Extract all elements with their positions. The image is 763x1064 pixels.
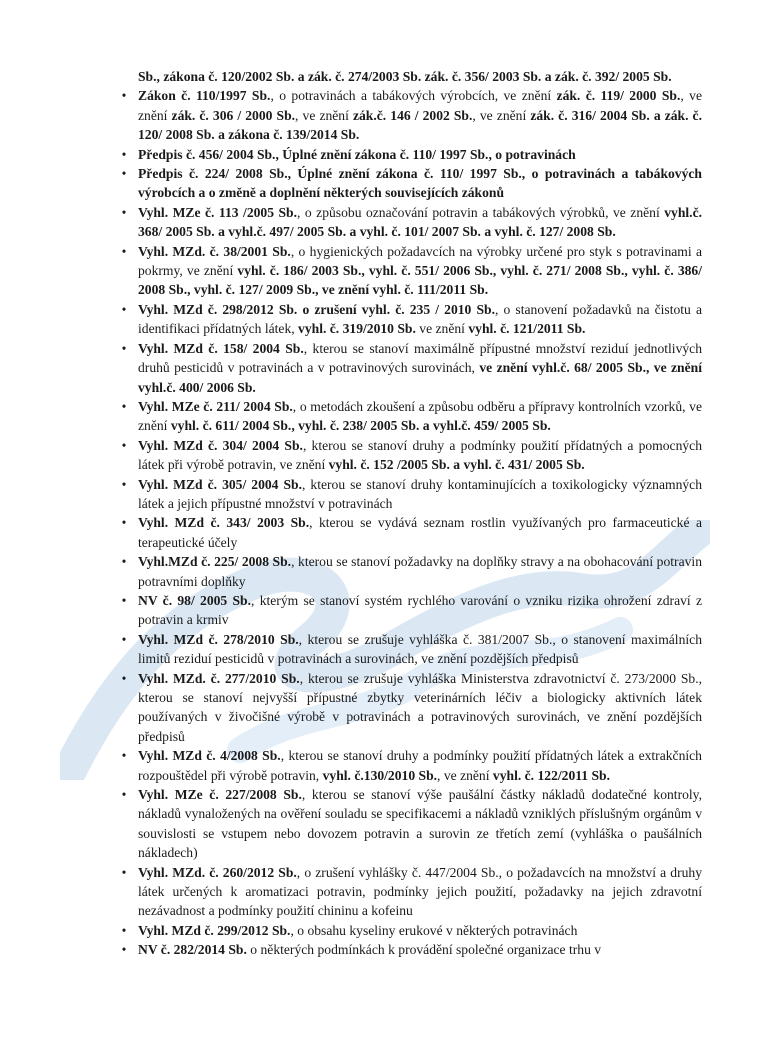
description-text: , ve znění <box>138 88 702 123</box>
bold-citation: zák.č. 146 / 2002 Sb. <box>352 107 473 123</box>
bullet-icon: • <box>121 592 127 608</box>
description-text: , kterou se zrušuje vyhláška č. 381/2007 Sb., o stanovení maximálních limitů reziduí pesticidů v potravinách a surovinách, ve znění pozdějších předpisů <box>138 631 702 667</box>
bullet-icon: • <box>121 476 127 492</box>
description-text: , o metodách zkoušení a způsobu odběru a přípravy kontrolních vzorků, ve znění <box>138 398 702 434</box>
bold-citation: vyhl. č. 152 /2005 Sb. a vyhl. č. 431/ 2005 Sb. <box>328 457 585 473</box>
list-item <box>117 86 702 144</box>
bold-citation: Vyhl. MZd č. 158/ 2004 Sb. <box>138 340 304 356</box>
bold-citation: Vyhl. MZe č. 227/2008 Sb. <box>138 787 302 803</box>
bold-citation: Vyhl. MZd č. 304/ 2004 Sb. <box>138 437 303 453</box>
list-item <box>117 203 702 242</box>
bullet-icon: • <box>121 670 127 686</box>
list-item <box>117 630 702 669</box>
bullet-icon: • <box>121 554 127 570</box>
description-text: , kterou se stanoví maximálně přípustné množství reziduí jednotlivých druhů pesticidů v potravinách a v potravinových surovinách, <box>138 340 702 376</box>
bold-citation: Vyhl. MZd č. 343/ 2003 Sb. <box>138 515 310 531</box>
description-text: , ve znění <box>472 107 531 123</box>
bold-citation: NV č. 98/ 2005 Sb. <box>138 592 252 608</box>
bold-citation: vyhl. č. 319/2010 Sb. <box>298 321 416 337</box>
bold-citation: Vyhl. MZe č. 113 /2005 Sb. <box>138 204 298 220</box>
list-item <box>117 863 702 921</box>
bullet-icon: • <box>121 340 127 356</box>
bold-citation: vyhl. č. 186/ 2003 Sb., vyhl. č. 551/ 2006 Sb., vyhl. č. 271/ 2008 Sb., vyhl. č. 386/ 2008 Sb., vyhl. č. 127/ 2009 Sb., ve znění vyhl. č. 111/2011 Sb. <box>138 263 702 298</box>
bold-citation: Vyhl. MZd. č. 277/2010 Sb. <box>138 670 300 686</box>
description-text: , o stanovení požadavků na čistotu a identifikaci přídatných látek, <box>138 301 702 337</box>
list-item <box>117 300 702 339</box>
bold-citation: vyhl.č. 368/ 2005 Sb. a vyhl.č. 497/ 2005 Sb. a vyhl. č. 101/ 2007 Sb. a vyhl. č. 127/ 2008 Sb. <box>138 204 702 240</box>
description-text: , kterou se stanoví druhy kontaminujících a toxikologicky významných látek a jejich přípustné množství v potravinách <box>138 476 702 511</box>
bullet-icon: • <box>121 864 127 880</box>
bullet-icon: • <box>121 301 127 317</box>
list-item <box>117 785 702 863</box>
law-list-section <box>117 67 702 960</box>
description-text: , ve znění <box>295 107 353 123</box>
bold-citation: vyhl. č.130/2010 Sb. <box>322 767 438 783</box>
bold-citation: Vyhl. MZd č. 4/2008 Sb. <box>138 748 281 764</box>
description-text: , o obsahu kyseliny erukové v některých potravinách <box>290 922 578 938</box>
bullet-icon: • <box>121 243 127 259</box>
bullet-icon: • <box>121 146 127 162</box>
list-item <box>117 513 702 552</box>
list-item <box>117 339 702 397</box>
description-text: , kterým se stanoví systém rychlého varování o vzniku rizika ohrožení zdraví z potravin a krmiv <box>138 592 702 628</box>
bold-citation: Vyhl. MZe č. 211/ 2004 Sb. <box>138 398 293 414</box>
list-item <box>117 940 702 959</box>
law-list <box>117 86 702 959</box>
bold-citation: zák. č. 306 / 2000 Sb. <box>171 107 296 123</box>
list-item <box>117 164 702 203</box>
description-text: , kterou se stanoví požadavky na doplňky stravy a na obohacování potravin potravními doplňky <box>138 554 702 589</box>
bold-citation: zák. č. 316/ 2004 Sb. a zák. č. 120/ 2008 Sb. a zákona č. 139/2014 Sb. <box>138 107 702 143</box>
bold-citation: Vyhl. MZd č. 299/2012 Sb. <box>138 922 291 938</box>
bold-citation: Sb., zákona č. 120/2002 Sb. a zák. č. 274/2003 Sb. zák. č. 356/ 2003 Sb. a zák. č. 392/ 2005 Sb. <box>138 69 672 84</box>
description-text: , o hygienických požadavcích na výrobky určené pro styk s potravinami a pokrmy, ve znění <box>138 243 703 279</box>
bullet-icon: • <box>121 398 127 414</box>
list-item <box>117 145 702 164</box>
description-text: , kterou se stanoví druhy a podmínky použití přídatných a pomocných látek při výrobě potravin, ve znění <box>138 437 702 473</box>
description-text: ve znění <box>415 321 469 337</box>
bold-citation: ve znění vyhl.č. 68/ 2005 Sb., ve znění vyhl.č. 400/ 2006 Sb. <box>138 360 702 395</box>
bullet-icon: • <box>121 515 127 531</box>
list-item <box>117 669 702 747</box>
list-item <box>117 552 702 591</box>
description-text: o některých podmínkách k provádění společné organizace trhu v <box>246 942 602 958</box>
description-text: , kterou se zrušuje vyhláška Ministerstva zdravotnictví č. 273/2000 Sb., kterou se stanoví nejvyšší přípustné zbytky veterinárních léčiv a biologicky aktivních látek používaných v živočišné výrobě v potravinách a potravinových surovinách, ve znění pozdějších předpisů <box>138 670 703 744</box>
bullet-icon: • <box>121 922 127 938</box>
list-item <box>117 397 702 436</box>
bold-citation: Vyhl. MZd č. 298/2012 Sb. o zrušení vyhl. č. 235 / 2010 Sb. <box>138 301 495 317</box>
bullet-icon: • <box>121 437 127 453</box>
bold-citation: vyhl. č. 122/2011 Sb. <box>492 767 611 783</box>
list-item <box>117 242 702 300</box>
bullet-icon: • <box>121 204 127 220</box>
bullet-icon: • <box>121 787 127 803</box>
list-item <box>117 591 702 630</box>
description-text: , o potravinách a tabákových výrobcích, ve znění <box>270 88 557 104</box>
bullet-icon: • <box>121 942 127 958</box>
description-text: , kterou se stanoví druhy a podmínky použití přídatných látek a extrakčních rozpouštědel při výrobě potravin, <box>138 748 702 783</box>
bold-citation: Předpis č. 224/ 2008 Sb., Úplné znění zákona č. 110/ 1997 Sb., o potravinách a tabákových výrobcích a o změně a doplnění některých souvisejících zákonů <box>138 166 702 201</box>
bold-citation: zák. č. 119/ 2000 Sb. <box>556 88 681 104</box>
description-text: , kterou se stanoví výše paušální částky nákladů dodatečné kontroly, nákladů vynaložených na ověření souladu se specifikacemi a nákladů vzniklých příslušným orgánům v souvislosti se vstupem nebo dovozem potravin a surovin ze třetích zemí (vyhláška o paušálních nákladech) <box>138 787 702 861</box>
bold-citation: Vyhl.MZd č. 225/ 2008 Sb. <box>138 554 292 570</box>
bold-citation: vyhl. č. 611/ 2004 Sb., vyhl. č. 238/ 2005 Sb. a vyhl.č. 459/ 2005 Sb. <box>170 418 551 434</box>
bold-citation: NV č. 282/2014 Sb. <box>138 942 247 958</box>
bullet-icon: • <box>121 166 127 182</box>
bullet-icon: • <box>121 88 127 104</box>
bold-citation: Vyhl. MZd. č. 260/2012 Sb. <box>138 864 297 880</box>
list-item <box>117 436 702 475</box>
bullet-icon: • <box>121 631 127 647</box>
description-text: , kterou se vydává seznam rostlin využívaných pro farmaceutické a terapeutické účely <box>138 515 702 550</box>
bold-citation: Vyhl. MZd č. 305/ 2004 Sb. <box>138 476 302 492</box>
bold-citation: Vyhl. MZd č. 278/2010 Sb. <box>138 631 299 647</box>
bold-citation: Zákon č. 110/1997 Sb. <box>138 88 271 104</box>
bold-citation: Vyhl. MZd. č. 38/2001 Sb. <box>138 243 291 259</box>
description-text: , ve znění <box>437 767 493 783</box>
description-text: , o zrušení vyhlášky č. 447/2004 Sb., o požadavcích na množství a druhy látek určených k aromatizaci potravin, podmínky jejich použití, požadavky na jejich zdravotní nezávadnost a podmínky použití chininu a kofeinu <box>138 864 703 919</box>
list-item <box>117 475 702 514</box>
bullet-icon: • <box>121 748 127 764</box>
list-item <box>117 746 702 785</box>
bold-citation: vyhl. č. 121/2011 Sb. <box>468 321 586 337</box>
list-item <box>117 921 702 940</box>
description-text: , o způsobu označování potravin a tabákových výrobků, ve znění <box>297 204 665 220</box>
continuation-text <box>138 67 702 86</box>
bold-citation: Předpis č. 456/ 2004 Sb., Úplné znění zákona č. 110/ 1997 Sb., o potravinách <box>138 146 576 162</box>
